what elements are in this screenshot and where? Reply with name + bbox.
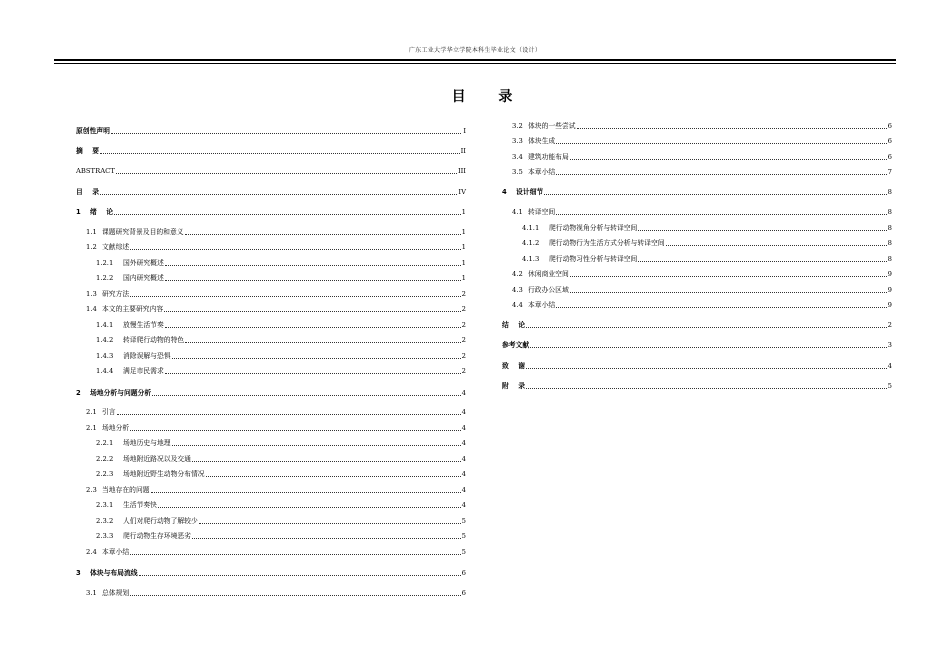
toc-entry-number: 2.4 bbox=[86, 548, 97, 556]
toc-entry-number: 1.2.2 bbox=[96, 274, 114, 282]
toc-leader-dots bbox=[666, 245, 887, 246]
toc-entry-page: 4 bbox=[461, 486, 466, 494]
toc-leader-dots bbox=[139, 575, 461, 576]
toc-leader-dots bbox=[556, 214, 886, 215]
toc-entry-number: 4.1.2 bbox=[522, 239, 540, 247]
toc-leader-dots bbox=[556, 143, 886, 144]
toc-entry bbox=[76, 547, 466, 557]
toc-entry-title: 致 谢 bbox=[502, 362, 526, 370]
toc-entry-page: 5 bbox=[461, 548, 466, 556]
toc-entry bbox=[76, 407, 466, 417]
toc-entry-number: 4 bbox=[502, 188, 507, 196]
toc-entry-title: 消除误解与恐惧 bbox=[123, 352, 171, 360]
toc-entry-number: 2.2.1 bbox=[96, 439, 114, 447]
toc-entry bbox=[502, 121, 892, 131]
toc-entry-page: 4 bbox=[461, 424, 466, 432]
toc-leader-dots bbox=[130, 249, 460, 250]
toc-leader-dots bbox=[570, 159, 887, 160]
toc-entry bbox=[76, 304, 466, 314]
toc-entry bbox=[76, 500, 466, 510]
toc-entry bbox=[502, 361, 892, 371]
toc-entry-title: 场地分析 bbox=[102, 424, 130, 432]
toc-entry-title: 场地历史与地理 bbox=[123, 439, 171, 447]
toc-leader-dots bbox=[130, 554, 460, 555]
toc-entry bbox=[76, 469, 466, 479]
toc-entry-title: 摘 要 bbox=[76, 147, 100, 155]
toc-leader-dots bbox=[111, 133, 461, 134]
toc-entry-number: 2.1 bbox=[86, 408, 97, 416]
toc-entry-title: 场地附近野生动物分布情况 bbox=[123, 470, 205, 478]
toc-entry-title: 原创性声明 bbox=[76, 127, 110, 135]
toc-entry-page: III bbox=[457, 167, 466, 175]
toc-entry bbox=[502, 207, 892, 217]
toc-leader-dots bbox=[117, 414, 461, 415]
toc-entry-page: 1 bbox=[461, 274, 466, 282]
toc-leader-dots bbox=[116, 173, 457, 174]
toc-entry-page: II bbox=[460, 147, 466, 155]
toc-entry-title: 总体规划 bbox=[102, 589, 130, 597]
toc-entry-page: I bbox=[463, 127, 466, 135]
toc-entry-number: 4.4 bbox=[512, 301, 523, 309]
toc-entry bbox=[76, 516, 466, 526]
toc-entry-page: 5 bbox=[887, 382, 892, 390]
toc-entry-title: 目 录 bbox=[76, 188, 100, 196]
toc-entry bbox=[76, 289, 466, 299]
toc-entry bbox=[502, 320, 892, 330]
toc-entry-number: 3.4 bbox=[512, 153, 523, 161]
toc-entry-number: 3.1 bbox=[86, 589, 97, 597]
toc-entry-title: 研究方法 bbox=[102, 290, 130, 298]
toc-entry-number: 2.3.3 bbox=[96, 532, 114, 540]
toc-entry-page: 6 bbox=[461, 589, 466, 597]
toc-entry-title: 参考文献 bbox=[502, 341, 530, 349]
toc-leader-dots bbox=[158, 507, 461, 508]
toc-leader-dots bbox=[556, 307, 886, 308]
page-header: 广东工业大学华立学院本科生毕业论文（设计） bbox=[408, 47, 542, 54]
toc-entry-number: 4.1 bbox=[512, 208, 523, 216]
toc-entry-title: 满足市民需求 bbox=[123, 367, 164, 375]
toc-entry bbox=[76, 485, 466, 495]
toc-leader-dots bbox=[130, 296, 460, 297]
toc-title: 目 录 bbox=[451, 89, 527, 105]
toc-entry-page: 3 bbox=[887, 341, 892, 349]
toc-leader-dots bbox=[206, 476, 461, 477]
toc-entry-title: 体块与布局流线 bbox=[90, 569, 138, 577]
toc-entry-number: 1.4.1 bbox=[96, 321, 114, 329]
toc-entry-page: 2 bbox=[461, 290, 466, 298]
toc-entry-number: 2.1 bbox=[86, 424, 97, 432]
toc-entry-title: 文献综述 bbox=[102, 243, 130, 251]
toc-entry-number: 4.1.3 bbox=[522, 255, 540, 263]
toc-entry-title: 当地存在的问题 bbox=[102, 486, 150, 494]
toc-entry-page: IV bbox=[458, 188, 466, 196]
toc-entry-page: 2 bbox=[461, 352, 466, 360]
toc-entry bbox=[76, 454, 466, 464]
toc-leader-dots bbox=[165, 280, 461, 281]
toc-entry-title: 本章小结 bbox=[102, 548, 130, 556]
toc-entry-page: 5 bbox=[461, 532, 466, 540]
toc-entry bbox=[76, 366, 466, 376]
toc-entry bbox=[76, 126, 466, 136]
toc-leader-dots bbox=[638, 230, 886, 231]
toc-entry-title: 行政办公区域 bbox=[528, 286, 569, 294]
toc-entry bbox=[502, 223, 892, 233]
toc-entry-number: 1 bbox=[76, 208, 81, 216]
toc-entry bbox=[502, 238, 892, 248]
toc-entry-title: 绪 论 bbox=[90, 208, 114, 216]
toc-entry bbox=[76, 588, 466, 598]
toc-entry-title: 建筑功能布局 bbox=[528, 153, 569, 161]
toc-entry-page: 4 bbox=[461, 470, 466, 478]
toc-leader-dots bbox=[185, 234, 461, 235]
toc-entry bbox=[76, 335, 466, 345]
toc-entry bbox=[502, 285, 892, 295]
toc-leader-dots bbox=[165, 265, 461, 266]
toc-leader-dots bbox=[570, 276, 887, 277]
toc-entry-number: 3 bbox=[76, 569, 81, 577]
toc-entry-number: 2.2.2 bbox=[96, 455, 114, 463]
toc-entry-number: 4.3 bbox=[512, 286, 523, 294]
toc-entry-title: 结 论 bbox=[502, 321, 526, 329]
toc-entry-title: 人们对爬行动物了解较少 bbox=[123, 517, 198, 525]
toc-entry-page: 6 bbox=[887, 122, 892, 130]
toc-entry-number: 2.3 bbox=[86, 486, 97, 494]
toc-entry-number: 4.1.1 bbox=[522, 224, 540, 232]
toc-leader-dots bbox=[638, 261, 886, 262]
toc-entry bbox=[502, 300, 892, 310]
toc-entry-title: 国内研究概述 bbox=[123, 274, 164, 282]
toc-entry-page: 7 bbox=[887, 168, 892, 176]
toc-entry-title: 本章小结 bbox=[528, 168, 556, 176]
toc-leader-dots bbox=[544, 194, 886, 195]
header-rule-thin bbox=[54, 63, 896, 64]
toc-entry-title: 设计细节 bbox=[516, 188, 544, 196]
toc-leader-dots bbox=[100, 153, 460, 154]
toc-entry-page: 4 bbox=[461, 408, 466, 416]
toc-entry-page: 5 bbox=[461, 517, 466, 525]
toc-entry-number: 1.2.1 bbox=[96, 259, 114, 267]
toc-entry-number: 2.3.2 bbox=[96, 517, 114, 525]
toc-entry-page: 9 bbox=[887, 301, 892, 309]
toc-entry-page: 8 bbox=[887, 208, 892, 216]
toc-entry bbox=[76, 351, 466, 361]
toc-entry-title: 课题研究背景及目的和意义 bbox=[102, 228, 184, 236]
toc-entry-title: ABSTRACT bbox=[76, 167, 115, 175]
toc-entry-title: 转译爬行动物的特色 bbox=[123, 336, 185, 344]
toc-entry-title: 生活节奏快 bbox=[123, 501, 157, 509]
toc-entry-page: 8 bbox=[887, 239, 892, 247]
toc-entry bbox=[76, 273, 466, 283]
toc-leader-dots bbox=[100, 194, 457, 195]
toc-entry-number: 1.3 bbox=[86, 290, 97, 298]
toc-entry-page: 1 bbox=[461, 259, 466, 267]
toc-entry-title: 体块的一些尝试 bbox=[528, 122, 576, 130]
toc-entry-page: 8 bbox=[887, 188, 892, 196]
toc-entry-title: 放慢生活节奏 bbox=[123, 321, 164, 329]
toc-entry bbox=[502, 381, 892, 391]
toc-leader-dots bbox=[130, 595, 460, 596]
toc-entry-page: 2 bbox=[461, 321, 466, 329]
toc-entry-number: 3.3 bbox=[512, 137, 523, 145]
toc-entry-title: 爬行动物生存环境恶劣 bbox=[123, 532, 191, 540]
toc-entry-page: 9 bbox=[887, 286, 892, 294]
toc-entry-title: 转译空间 bbox=[528, 208, 556, 216]
toc-leader-dots bbox=[114, 214, 461, 215]
toc-entry-number: 1.4.4 bbox=[96, 367, 114, 375]
toc-entry-page: 4 bbox=[887, 362, 892, 370]
toc-entry-page: 4 bbox=[461, 389, 466, 397]
toc-entry-number: 1.2 bbox=[86, 243, 97, 251]
toc-entry-number: 1.4 bbox=[86, 305, 97, 313]
toc-entry bbox=[502, 340, 892, 350]
toc-entry-title: 体块生成 bbox=[528, 137, 556, 145]
toc-entry bbox=[76, 258, 466, 268]
toc-entry-page: 4 bbox=[461, 439, 466, 447]
toc-entry-title: 爬行动物行为生活方式分析与转译空间 bbox=[549, 239, 665, 247]
toc-leader-dots bbox=[192, 538, 461, 539]
toc-entry bbox=[76, 438, 466, 448]
toc-leader-dots bbox=[556, 174, 886, 175]
toc-leader-dots bbox=[185, 342, 461, 343]
toc-entry-page: 6 bbox=[461, 569, 466, 577]
toc-entry bbox=[502, 269, 892, 279]
toc-entry-title: 本章小结 bbox=[528, 301, 556, 309]
toc-entry-page: 2 bbox=[461, 367, 466, 375]
toc-entry-page: 2 bbox=[887, 321, 892, 329]
toc-entry-title: 爬行动物习性分析与转译空间 bbox=[549, 255, 638, 263]
toc-entry-number: 4.2 bbox=[512, 270, 523, 278]
toc-entry bbox=[502, 167, 892, 177]
toc-entry bbox=[76, 187, 466, 197]
toc-entry-page: 4 bbox=[461, 501, 466, 509]
header-rule-thick bbox=[54, 59, 896, 61]
toc-entry-number: 1.4.3 bbox=[96, 352, 114, 360]
toc-leader-dots bbox=[165, 373, 461, 374]
toc-leader-dots bbox=[172, 445, 461, 446]
toc-entry bbox=[76, 423, 466, 433]
toc-entry bbox=[76, 146, 466, 156]
toc-entry-page: 4 bbox=[461, 455, 466, 463]
toc-entry-page: 2 bbox=[461, 305, 466, 313]
toc-entry-page: 8 bbox=[887, 224, 892, 232]
toc-leader-dots bbox=[192, 461, 461, 462]
toc-leader-dots bbox=[530, 347, 886, 348]
toc-entry bbox=[76, 531, 466, 541]
toc-entry-number: 1.4.2 bbox=[96, 336, 114, 344]
toc-entry bbox=[76, 242, 466, 252]
toc-leader-dots bbox=[151, 492, 461, 493]
toc-entry-page: 9 bbox=[887, 270, 892, 278]
toc-entry bbox=[76, 568, 466, 578]
toc-entry-title: 附 录 bbox=[502, 382, 526, 390]
toc-entry bbox=[76, 227, 466, 237]
toc-leader-dots bbox=[526, 368, 887, 369]
toc-leader-dots bbox=[526, 388, 887, 389]
toc-leader-dots bbox=[130, 430, 460, 431]
toc-entry-page: 8 bbox=[887, 255, 892, 263]
toc-entry-number: 2.2.3 bbox=[96, 470, 114, 478]
toc-entry bbox=[502, 136, 892, 146]
toc-entry bbox=[502, 254, 892, 264]
toc-entry-title: 爬行动物视角分析与转译空间 bbox=[549, 224, 638, 232]
toc-leader-dots bbox=[577, 128, 887, 129]
toc-entry bbox=[76, 320, 466, 330]
toc-entry bbox=[76, 207, 466, 217]
toc-leader-dots bbox=[152, 395, 461, 396]
toc-entry bbox=[502, 152, 892, 162]
toc-entry-number: 2 bbox=[76, 389, 81, 397]
toc-entry-number: 3.5 bbox=[512, 168, 523, 176]
toc-leader-dots bbox=[164, 311, 461, 312]
toc-entry-title: 休闲商业空间 bbox=[528, 270, 569, 278]
toc-entry-number: 1.1 bbox=[86, 228, 97, 236]
toc-entry bbox=[76, 388, 466, 398]
toc-leader-dots bbox=[199, 523, 461, 524]
toc-entry-page: 1 bbox=[461, 208, 466, 216]
toc-entry-number: 2.3.1 bbox=[96, 501, 114, 509]
toc-leader-dots bbox=[526, 327, 887, 328]
toc-entry-page: 1 bbox=[461, 243, 466, 251]
toc-leader-dots bbox=[165, 327, 461, 328]
toc-entry-number: 3.2 bbox=[512, 122, 523, 130]
toc-entry-title: 场地附近路况以及交通 bbox=[123, 455, 191, 463]
toc-leader-dots bbox=[570, 292, 887, 293]
toc-entry-page: 6 bbox=[887, 153, 892, 161]
toc-entry-title: 场地分析与问题分析 bbox=[90, 389, 152, 397]
toc-entry-title: 引言 bbox=[102, 408, 116, 416]
toc-entry-page: 1 bbox=[461, 228, 466, 236]
toc-entry-title: 本文的主要研究内容 bbox=[102, 305, 164, 313]
toc-entry bbox=[502, 187, 892, 197]
toc-entry-page: 6 bbox=[887, 137, 892, 145]
toc-entry-page: 2 bbox=[461, 336, 466, 344]
toc-entry bbox=[76, 166, 466, 176]
toc-leader-dots bbox=[172, 358, 461, 359]
toc-entry-title: 国外研究概述 bbox=[123, 259, 164, 267]
